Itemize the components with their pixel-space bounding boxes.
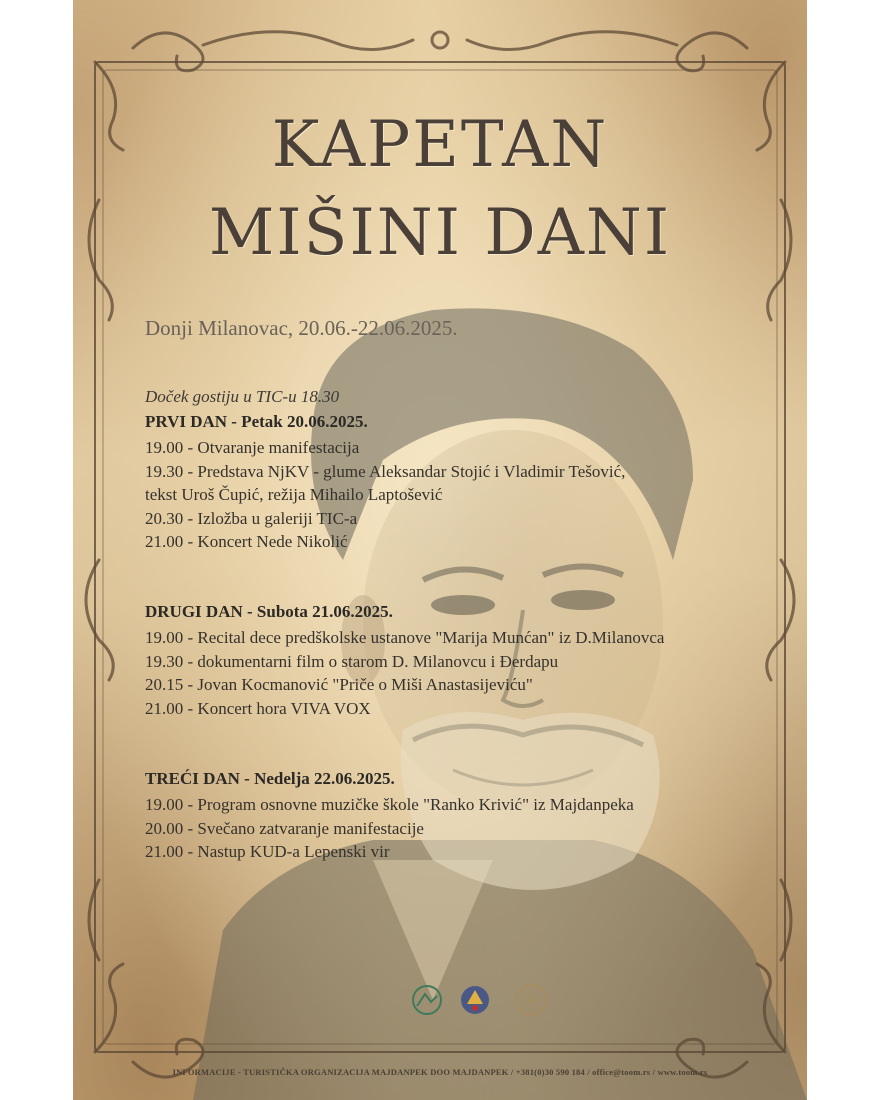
day-3-schedule xyxy=(145,793,634,864)
anchor-wheel-icon xyxy=(516,985,546,1015)
schedule-item: tekst Uroš Čupić, režija Mihailo Laptošević xyxy=(145,485,443,504)
schedule-item: 19.30 - Predstava NjKV - glume Aleksandar Stojić i Vladimir Tešović, xyxy=(145,461,626,481)
day-1-heading: PRVI DAN - Petak 20.06.2025. xyxy=(145,412,368,431)
schedule-item: 21.00 - Nastup KUD-a Lepenski vir xyxy=(145,842,390,861)
municipality-emblem-icon xyxy=(461,986,489,1014)
day-2-heading: DRUGI DAN - Subota 21.06.2025. xyxy=(145,602,393,621)
day-1-schedule xyxy=(145,436,625,554)
sponsor-logos xyxy=(403,978,573,1024)
schedule-item: 19.00 - Otvaranje manifestacija xyxy=(145,438,360,457)
schedule-item: 19.00 - Recital dece predškolske ustanove "Marija Munćan" iz D.Milanovca xyxy=(145,628,665,647)
schedule-item: 20.30 - Izložba u galeriji TIC-a xyxy=(145,508,358,528)
day-2-schedule xyxy=(145,626,664,720)
poster-title-line-1: KAPETAN xyxy=(271,108,609,182)
schedule-item: 20.00 - Svečano zatvaranje manifestacije xyxy=(145,818,424,838)
footer-contact: INFORMACIJE - TURISTIČKA ORGANIZACIJA MAJDANPEK DOO MAJDANPEK / +381(0)30 590 184 / office@toom.rs / www.toom.rs xyxy=(172,1067,708,1077)
event-poster xyxy=(73,0,807,1100)
tourism-logo-icon xyxy=(413,986,441,1014)
day-3-heading: TREĆI DAN - Nedelja 22.06.2025. xyxy=(145,769,395,788)
location-dates: Donji Milanovac, 20.06.-22.06.2025. xyxy=(145,316,458,340)
schedule-item: 19.00 - Program osnovne muzičke škole "Ranko Krivić" iz Majdanpeka xyxy=(145,795,634,814)
welcome-note: Doček gostiju u TIC-u 18.30 xyxy=(145,387,340,406)
schedule-item: 20.15 - Jovan Kocmanović "Priče o Miši Anastasijeviću" xyxy=(145,675,533,694)
poster-title-line-2: MIŠINI DANI xyxy=(208,196,672,270)
schedule-item: 19.30 - dokumentarni film o starom D. Milanovcu i Đerdapu xyxy=(145,651,559,671)
schedule-item: 21.00 - Koncert Nede Nikolić xyxy=(145,532,348,551)
schedule-item: 21.00 - Koncert hora VIVA VOX xyxy=(145,698,371,718)
